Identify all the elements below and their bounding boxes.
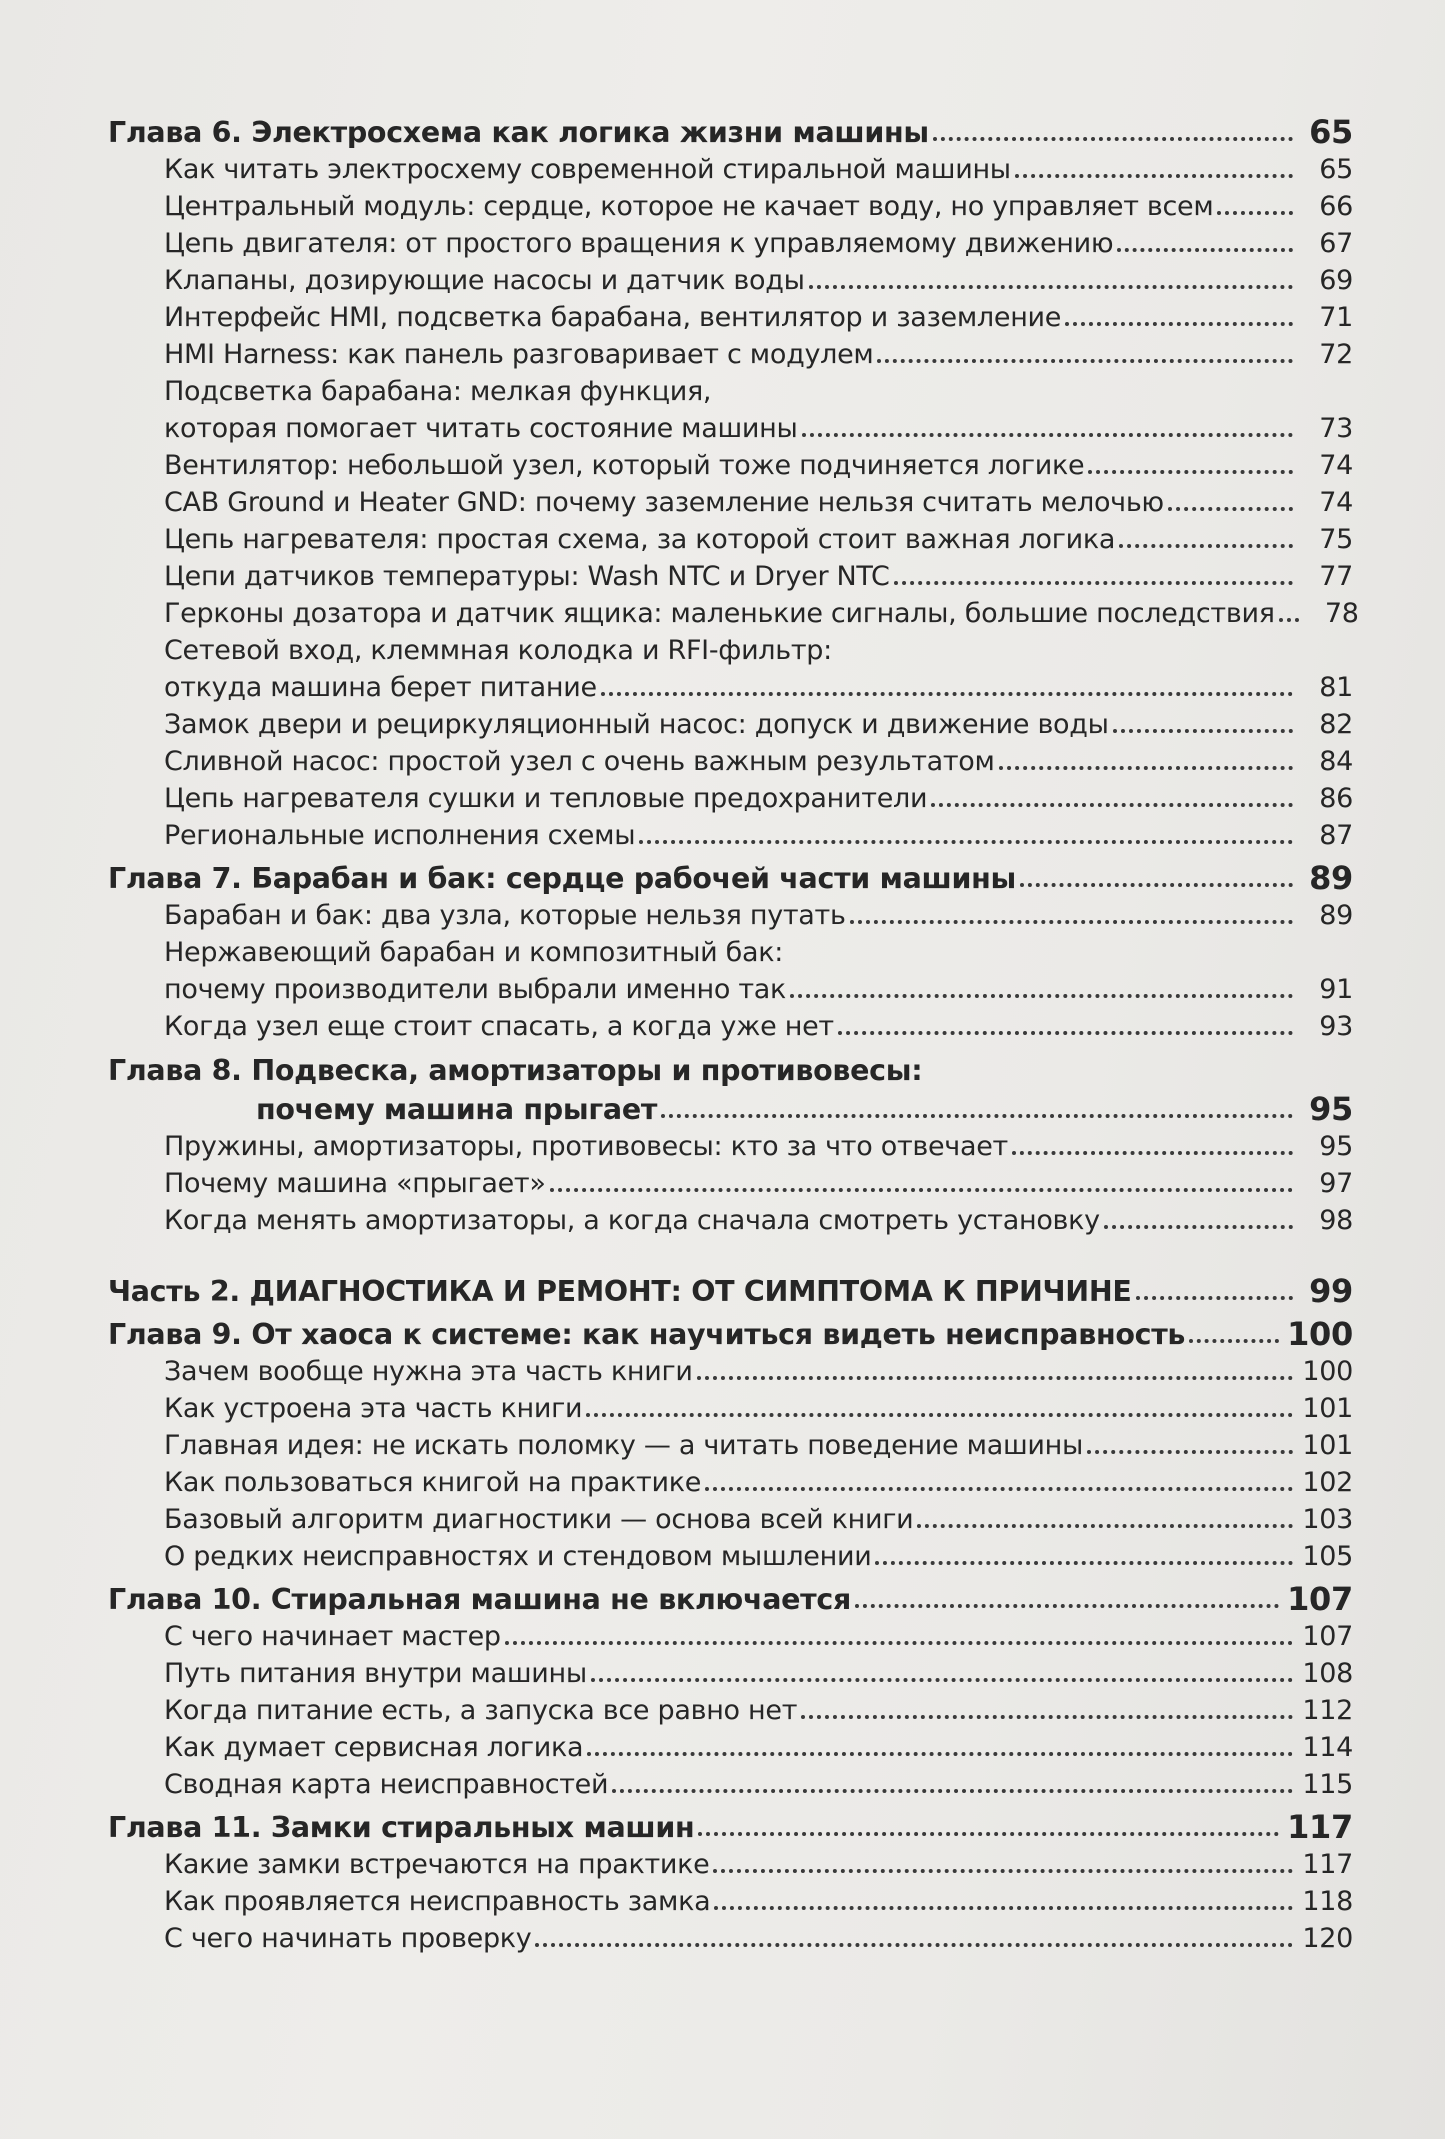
entry-title: С чего начинать проверку (164, 1923, 532, 1954)
dot-leader (587, 1752, 1293, 1756)
toc-entry (108, 1538, 1353, 1575)
page-number: 117 (1287, 1808, 1353, 1846)
toc-entry (108, 521, 1353, 558)
dot-leader (505, 1641, 1293, 1645)
entry-title: Как проявляется неисправность замка (164, 1886, 711, 1917)
page-number: 87 (1319, 820, 1353, 851)
dot-leader (999, 766, 1293, 770)
entry-title: Цепь двигателя: от простого вращения к управляемому движению (164, 228, 1114, 259)
chapter-heading-line1: Глава 8. Подвеска, амортизаторы и противовесы: (108, 1054, 923, 1087)
page-number: 100 (1302, 1356, 1353, 1387)
page-number: 107 (1302, 1621, 1353, 1652)
page-number: 115 (1302, 1769, 1353, 1800)
entry-title: Зачем вообще нужна эта часть книги (164, 1356, 693, 1387)
toc-entry (108, 1165, 1353, 1202)
page-number: 78 (1324, 598, 1359, 629)
toc-entry (108, 558, 1353, 595)
toc-entry (108, 971, 1353, 1008)
toc-entry (108, 1390, 1353, 1427)
page-number: 71 (1319, 302, 1353, 333)
dot-leader (1119, 544, 1293, 548)
entry-title: Интерфейс HMI, подсветка барабана, вентилятор и заземление (164, 302, 1062, 333)
page-number: 118 (1302, 1886, 1353, 1917)
dot-leader (612, 1789, 1293, 1793)
dot-leader (1217, 211, 1293, 215)
chapter-heading (108, 1581, 1353, 1618)
page-number: 99 (1309, 1272, 1353, 1310)
toc-entry (108, 336, 1353, 373)
page-number: 74 (1319, 450, 1353, 481)
toc-entry (108, 1427, 1353, 1464)
entry-title: Замок двери и рециркуляционный насос: допуск и движение воды (164, 709, 1109, 740)
entry-title: Сливной насос: простой узел с очень важным результатом (164, 746, 995, 777)
dot-leader (790, 994, 1293, 998)
page-number: 100 (1287, 1315, 1353, 1353)
entry-title: которая помогает читать состояние машины (164, 413, 798, 444)
entry-title: Герконы дозатора и датчик ящика: маленькие сигналы, большие последствия (164, 598, 1275, 629)
page-number: 120 (1302, 1923, 1353, 1954)
entry-title: Путь питания внутри машины (164, 1658, 587, 1689)
entry-title: Базовый алгоритм диагностики — основа всей книги (164, 1504, 914, 1535)
dot-leader (601, 692, 1293, 696)
entry-title: Сводная карта неисправностей (164, 1769, 609, 1800)
entry-title: О редких неисправностях и стендовом мышлении (164, 1541, 872, 1572)
toc-entry (108, 1766, 1353, 1803)
page-number: 117 (1302, 1849, 1353, 1880)
entry-title: откуда машина берет питание (164, 672, 597, 703)
dot-leader (639, 840, 1293, 844)
toc-entry (108, 299, 1353, 336)
dot-leader (697, 1376, 1293, 1380)
toc-entry (108, 484, 1353, 521)
page-number: 89 (1309, 859, 1353, 897)
toc-entry (108, 1655, 1353, 1692)
dot-leader (1088, 470, 1293, 474)
entry-title: Барабан и бак: два узла, которые нельзя путать (164, 900, 846, 931)
chapter-heading (108, 860, 1353, 897)
page-number: 86 (1319, 783, 1353, 814)
dot-leader (713, 1869, 1293, 1873)
dot-leader (1065, 322, 1293, 326)
dot-leader (698, 1832, 1279, 1836)
page-number: 101 (1302, 1393, 1353, 1424)
toc-entry (108, 1729, 1353, 1766)
entry-title: Клапаны, дозирующие насосы и датчик воды (164, 265, 805, 296)
entry-title: Когда менять амортизаторы, а когда сначала смотреть установку (164, 1205, 1100, 1236)
entry-title: С чего начинает мастер (164, 1621, 501, 1652)
page-number: 101 (1302, 1430, 1353, 1461)
page-number: 102 (1302, 1467, 1353, 1498)
dot-leader (1012, 1151, 1293, 1155)
entry-title-line1: Подсветка барабана: мелкая функция, (164, 376, 712, 407)
entry-title-line1: Сетевой вход, клеммная колодка и RFI-фильтр: (164, 635, 832, 666)
table-of-contents (108, 108, 1359, 1957)
page-number: 93 (1319, 1011, 1353, 1042)
entry-title: Глава 9. От хаоса к системе: как научиться видеть неисправность (108, 1318, 1186, 1351)
toc-entry (108, 1501, 1353, 1538)
entry-title: Какие замки встречаются на практике (164, 1849, 710, 1880)
entry-title: Центральный модуль: сердце, которое не качает воду, но управляет всем (164, 191, 1214, 222)
page-number: 77 (1319, 561, 1353, 592)
toc-entry (108, 1883, 1353, 1920)
dot-leader (877, 359, 1293, 363)
page-number: 97 (1319, 1168, 1353, 1199)
entry-title: CAB Ground и Heater GND: почему заземление нельзя считать мелочью (164, 487, 1164, 518)
page-number: 75 (1319, 524, 1353, 555)
page-number: 112 (1302, 1695, 1353, 1726)
entry-title: Часть 2. ДИАГНОСТИКА И РЕМОНТ: ОТ СИМПТОМА К ПРИЧИНЕ (108, 1275, 1132, 1308)
entry-title: Цепь нагревателя: простая схема, за которой стоит важная логика (164, 524, 1116, 555)
dot-leader (1020, 883, 1293, 887)
entry-title: Глава 7. Барабан и бак: сердце рабочей части машины (108, 862, 1017, 895)
chapter-heading (108, 1809, 1353, 1846)
entry-title: Вентилятор: небольшой узел, который тоже подчиняется логике (164, 450, 1085, 481)
toc-entry (108, 1920, 1353, 1957)
toc-entry (108, 188, 1353, 225)
toc-entry (108, 1846, 1353, 1883)
toc-entry (108, 817, 1353, 854)
dot-leader (1015, 174, 1293, 178)
page-number: 72 (1319, 339, 1353, 370)
entry-title: Почему машина «прыгает» (164, 1168, 546, 1199)
dot-leader (850, 920, 1293, 924)
entry-title: Цепь нагревателя сушки и тепловые предохранители (164, 783, 928, 814)
dot-leader (894, 581, 1293, 585)
entry-title: Пружины, амортизаторы, противовесы: кто за что отвечает (164, 1131, 1008, 1162)
page-number: 91 (1319, 974, 1353, 1005)
page-number: 84 (1319, 746, 1353, 777)
page-number: 89 (1319, 900, 1353, 931)
dot-leader (1113, 729, 1293, 733)
entry-title: Как думает сервисная логика (164, 1732, 584, 1763)
dot-leader (1087, 1450, 1293, 1454)
page-number: 81 (1319, 672, 1353, 703)
entry-title: Когда питание есть, а запуска все равно нет (164, 1695, 798, 1726)
entry-title: Как устроена эта часть книги (164, 1393, 583, 1424)
toc-entry (108, 743, 1353, 780)
toc-entry (108, 897, 1353, 934)
dot-leader (1104, 1225, 1293, 1229)
entry-title: Когда узел еще стоит спасать, а когда уже нет (164, 1011, 834, 1042)
entry-title: Глава 6. Электросхема как логика жизни машины (108, 116, 929, 149)
entry-title: HMI Harness: как панель разговаривает с модулем (164, 339, 874, 370)
page-number: 98 (1319, 1205, 1353, 1236)
dot-leader (838, 1031, 1293, 1035)
toc-entry (108, 706, 1353, 743)
dot-leader (1279, 618, 1299, 622)
chapter-heading (108, 114, 1353, 151)
page-number: 108 (1302, 1658, 1353, 1689)
toc-entry (108, 669, 1353, 706)
dot-leader (875, 1561, 1293, 1565)
page-number: 103 (1302, 1504, 1353, 1535)
page-number: 69 (1319, 265, 1353, 296)
page-number: 95 (1319, 1131, 1353, 1162)
page-number: 65 (1309, 113, 1353, 151)
part-heading (108, 1273, 1353, 1310)
page-number: 66 (1319, 191, 1353, 222)
entry-title: почему производители выбрали именно так (164, 974, 787, 1005)
toc-entry (108, 1202, 1353, 1239)
toc-entry (108, 1692, 1353, 1729)
dot-leader (855, 1604, 1279, 1608)
toc-entry (108, 151, 1353, 188)
dot-leader (535, 1943, 1293, 1947)
toc-entry (108, 262, 1353, 299)
dot-leader (801, 1715, 1293, 1719)
dot-leader (802, 433, 1293, 437)
page-number: 114 (1302, 1732, 1353, 1763)
dot-leader (550, 1188, 1293, 1192)
entry-title: Главная идея: не искать поломку — а читать поведение машины (164, 1430, 1083, 1461)
dot-leader (917, 1524, 1293, 1528)
toc-entry (108, 780, 1353, 817)
entry-title: Как читать электросхему современной стиральной машины (164, 154, 1011, 185)
entry-title: почему машина прыгает (256, 1093, 658, 1126)
dot-leader (933, 137, 1293, 141)
dot-leader (586, 1413, 1293, 1417)
page-number: 107 (1287, 1580, 1353, 1618)
dot-leader (714, 1906, 1293, 1910)
page-number: 65 (1319, 154, 1353, 185)
toc-entry (108, 1128, 1353, 1165)
chapter-heading (108, 1316, 1353, 1353)
toc-entry (108, 1618, 1353, 1655)
dot-leader (809, 285, 1293, 289)
page-number: 67 (1319, 228, 1353, 259)
chapter-heading (108, 1091, 1353, 1128)
dot-leader (1189, 1339, 1279, 1343)
toc-entry (108, 595, 1359, 632)
dot-leader (591, 1678, 1293, 1682)
toc-entry (108, 1464, 1353, 1501)
page-number: 82 (1319, 709, 1353, 740)
dot-leader (1117, 248, 1293, 252)
page-number: 105 (1302, 1541, 1353, 1572)
toc-entry (108, 1008, 1353, 1045)
dot-leader (931, 803, 1293, 807)
entry-title: Глава 11. Замки стиральных машин (108, 1811, 695, 1844)
entry-title: Как пользоваться книгой на практике (164, 1467, 702, 1498)
page-number: 73 (1319, 413, 1353, 444)
dot-leader (661, 1114, 1293, 1118)
toc-entry (108, 225, 1353, 262)
dot-leader (1168, 507, 1293, 511)
toc-entry (108, 410, 1353, 447)
dot-leader (1136, 1296, 1293, 1300)
toc-entry (108, 1353, 1353, 1390)
page-number: 95 (1309, 1090, 1353, 1128)
page-number: 74 (1319, 487, 1353, 518)
entry-title-line1: Нержавеющий барабан и композитный бак: (164, 937, 784, 968)
entry-title: Цепи датчиков температуры: Wash NTC и Dryer NTC (164, 561, 890, 592)
entry-title: Региональные исполнения схемы (164, 820, 636, 851)
entry-title: Глава 10. Стиральная машина не включается (108, 1583, 851, 1616)
toc-entry (108, 447, 1353, 484)
dot-leader (705, 1487, 1293, 1491)
